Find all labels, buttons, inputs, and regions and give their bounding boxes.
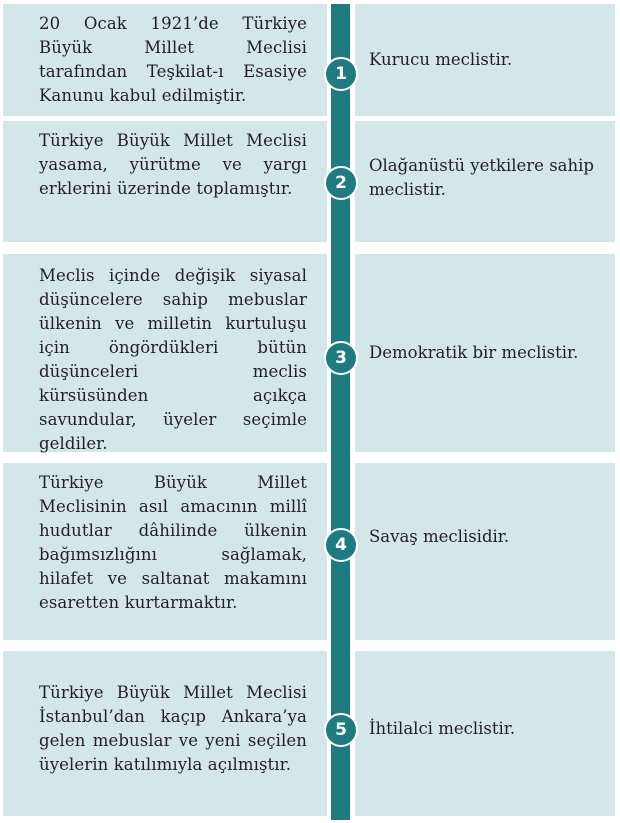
cause-box-1 — [3, 4, 327, 116]
result-box-1 — [355, 4, 615, 116]
result-box-2 — [355, 121, 615, 242]
result-text-2: Olağanüstü yetkilere sahip meclistir. — [369, 155, 594, 199]
cause-text-5: Türkiye Büyük Millet Meclisi İstanbul’dan kaçıp Ankara’ya gelen mebuslar ve yeni seçilen üyelerin katılımıyla açılmıştır. — [39, 683, 307, 774]
cause-text-2: Türkiye Büyük Millet Meclisi yasama, yürütme ve yargı erklerini üzerinde toplamıştır. — [39, 131, 307, 198]
cause-box-3 — [3, 254, 327, 452]
result-box-5 — [355, 651, 615, 816]
cause-text-4: Türkiye Büyük Millet Meclisinin asıl amacının millî hudutlar dâhilinde ülkenin bağımsızlığını sağlamak, hilafet ve saltanat makamını esaretten kurtarmaktır. — [39, 473, 307, 612]
cause-text-3: Meclis içinde değişik siyasal düşüncelere sahip mebuslar ülkenin ve milletin kurtuluşu için öngördükleri bütün düşünceleri meclis kürsüsünden açıkça savundular, üyeler seçimle geldiler. — [39, 266, 307, 453]
result-text-4: Savaş meclisidir. — [369, 526, 510, 546]
step-badge-3: 3 — [324, 341, 358, 375]
step-badge-5: 5 — [324, 713, 358, 747]
result-box-3 — [355, 254, 615, 452]
timeline-spine — [331, 4, 350, 820]
step-badge-1: 1 — [324, 57, 358, 91]
result-text-3: Demokratik bir meclistir. — [369, 343, 579, 362]
step-badge-2: 2 — [324, 166, 358, 200]
result-text-5: İhtilalci meclistir. — [369, 718, 516, 738]
cause-text-1: 20 Ocak 1921’de Türkiye Büyük Millet Meclisi tarafından Teşkilat-ı Esasiye Kanunu kabul edilmiştir. — [39, 14, 307, 105]
cause-box-4 — [3, 463, 327, 640]
result-box-4 — [355, 463, 615, 640]
result-text-1: Kurucu meclistir. — [369, 50, 513, 69]
step-badge-4: 4 — [324, 528, 358, 562]
cause-box-5 — [3, 651, 327, 816]
cause-box-2 — [3, 121, 327, 242]
